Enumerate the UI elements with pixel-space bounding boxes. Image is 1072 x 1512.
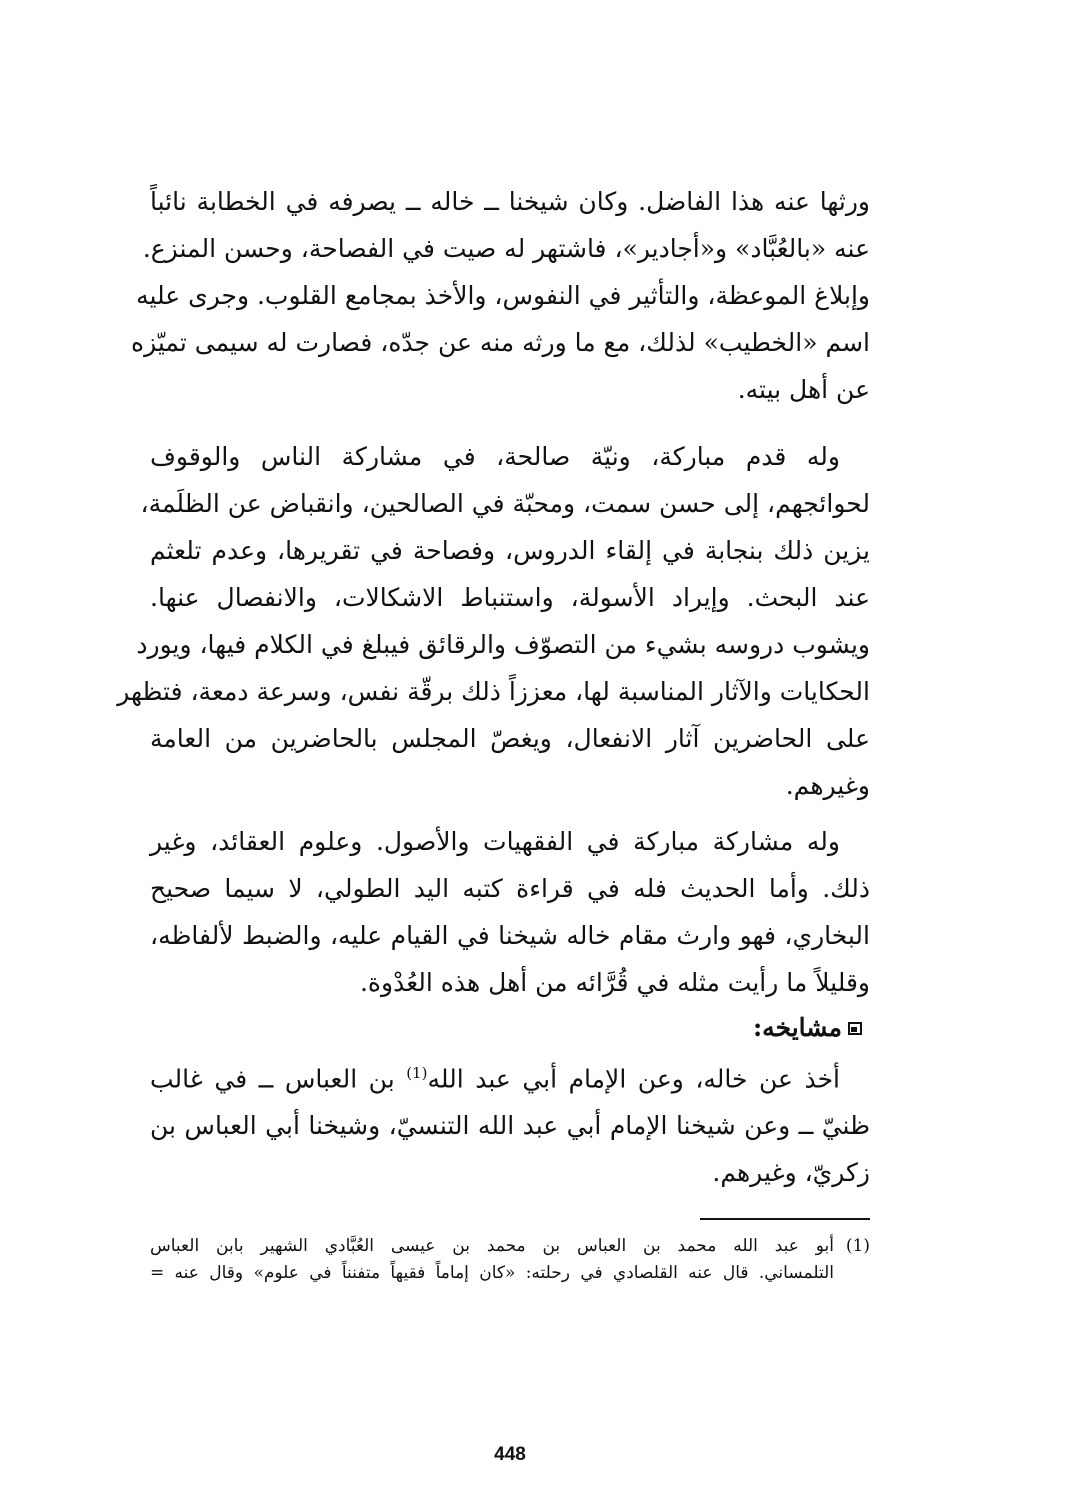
text-line: عند البحث. وإيراد الأسولة، واستنباط الاشكالات، والانفصال عنها. — [150, 583, 870, 612]
text-line: الحكايات والآثار المناسبة لها، معززاً ذلك برقّة نفس، وسرعة دمعة، فتظهر — [117, 677, 870, 706]
section-heading — [753, 1008, 862, 1048]
footnote — [150, 1233, 870, 1287]
square-bullet-icon — [848, 1022, 862, 1035]
footnote-line: أبو عبد الله محمد بن العباس بن محمد بن عيسى العُبَّادي الشهير بابن العباس — [150, 1236, 834, 1256]
text-line: لحوائجهم، إلى حسن سمت، ومحبّة في الصالحين، وانقباض عن الظلَمة، — [140, 489, 870, 518]
text-line: وغيرهم. — [785, 771, 870, 800]
footnote-body — [150, 1233, 834, 1287]
paragraph-3 — [150, 818, 870, 1006]
text-line: وله مشاركة مباركة في الفقهيات والأصول. وعلوم العقائد، وغير — [150, 827, 840, 856]
footnote-number: (1) — [845, 1236, 870, 1256]
text-line: وله قدم مباركة، ونيّة صالحة، في مشاركة الناس والوقوف — [150, 442, 840, 471]
text-line: وقليلاً ما رأيت مثله في قُرَّائه من أهل هذه العُدْوة. — [359, 968, 870, 997]
text-line: ويشوب دروسه بشيء من التصوّف والرقائق فيبلغ في الكلام فيها، ويورد — [136, 630, 870, 659]
text-line: عن أهل بيته. — [737, 375, 870, 404]
text-line: البخاري، فهو وارث مقام خاله شيخنا في القيام عليه، والضبط لألفاظه، — [150, 921, 870, 950]
paragraph-2 — [117, 433, 870, 809]
page-number: 448 — [494, 1444, 526, 1465]
section-heading-text: مشايخه: — [752, 1013, 842, 1042]
text-segment: أخذ عن خاله، وعن الإمام أبي عبد الله — [427, 1064, 840, 1094]
paragraph-1 — [130, 178, 870, 413]
text-line: ذلك. وأما الحديث فله في قراءة كتبه اليد الطولي، لا سيما صحيح — [150, 874, 870, 903]
text-line: على الحاضرين آثار الانفعال، ويغصّ المجلس بالحاضرين من العامة — [150, 724, 870, 753]
text-line: يزين ذلك بنجابة في إلقاء الدروس، وفصاحة في تقريرها، وعدم تلعثم — [150, 536, 870, 565]
text-line: ظنيّ ــ وعن شيخنا الإمام أبي عبد الله التنسيّ، وشيخنا أبي العباس بن — [150, 1111, 870, 1141]
paragraph-4 — [150, 1050, 870, 1196]
text-line: ورثها عنه هذا الفاضل. وكان شيخنا ــ خاله ــ يصرفه في الخطابة نائباً — [150, 187, 870, 216]
footnote-line: التلمساني. قال عنه القلصادي في رحلته: «كان إماماً فقيهاً متفنناً في علوم» وقال عنه = — [150, 1263, 834, 1283]
text-line: وإبلاغ الموعظة، والتأثير في النفوس، والأخذ بمجامع القلوب. وجرى عليه — [136, 281, 870, 310]
text-line — [150, 1050, 870, 1102]
footnote-separator — [700, 1218, 870, 1220]
text-segment: بن العباس ــ في غالب — [150, 1064, 407, 1094]
footnote-marker[interactable]: (1) — [406, 1064, 428, 1082]
text-line: زكريّ، وغيرهم. — [712, 1158, 870, 1188]
text-line: عنه «بالعُبَّاد» و«أجادير»، فاشتهر له صيت في الفصاحة، وحسن المنزع. — [142, 234, 870, 263]
text-line: اسم «الخطيب» لذلك، مع ما ورثه منه عن جدّه، فصارت له سيمى تميّزه — [130, 328, 870, 357]
